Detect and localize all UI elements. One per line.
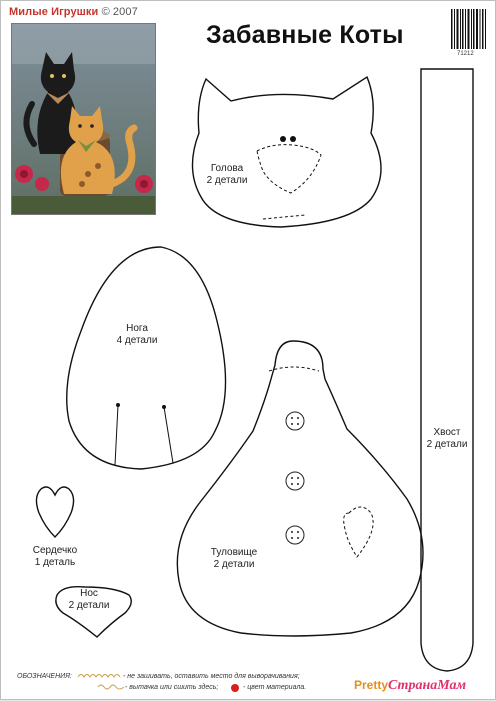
head-piece — [192, 77, 381, 227]
footer-logo — [354, 678, 466, 694]
heart-name: Сердечко — [32, 545, 78, 556]
head-name: Голова — [210, 163, 244, 174]
body-name: Туловище — [210, 547, 258, 558]
tail-piece — [421, 69, 473, 671]
legend-item-color: - цвет материала. — [243, 684, 307, 691]
legend-color-dot-icon — [231, 684, 239, 692]
legend-item-opening: - не зашивать, оставить место для выворачивания; — [123, 673, 300, 680]
head-label — [197, 163, 257, 187]
legend-dart-mark-icon — [97, 683, 125, 691]
barcode-number: 71212 — [457, 51, 474, 57]
footer-logo-part2: СтранаМам — [388, 678, 467, 693]
body-label — [199, 547, 269, 571]
tail-label — [417, 427, 477, 451]
tail-count: 2 детали — [426, 439, 468, 450]
heart-piece — [36, 487, 73, 537]
heart-label — [19, 545, 91, 569]
legend-item-dart: - вытачка или сшить здесь; — [125, 684, 219, 691]
leg-name: Нога — [126, 323, 148, 334]
nose-count: 2 детали — [68, 600, 110, 611]
leg-count: 4 детали — [116, 335, 158, 346]
brand-year: © 2007 — [101, 6, 138, 18]
body-count: 2 детали — [213, 559, 255, 570]
heart-count: 1 деталь — [34, 557, 76, 568]
nose-name: Нос — [80, 588, 98, 599]
head-count: 2 детали — [206, 175, 248, 186]
footer-logo-part1: Pretty — [354, 678, 389, 692]
nose-label — [59, 588, 119, 612]
tail-name: Хвост — [433, 427, 461, 438]
page-title: Забавные Коты — [206, 21, 404, 49]
brand-name: Милые Игрушки — [9, 6, 99, 18]
leg-label — [107, 323, 167, 347]
leg-piece — [67, 247, 226, 469]
legend-opening-mark-icon — [77, 672, 121, 680]
legend-heading: ОБОЗНАЧЕНИЯ: — [17, 673, 72, 680]
